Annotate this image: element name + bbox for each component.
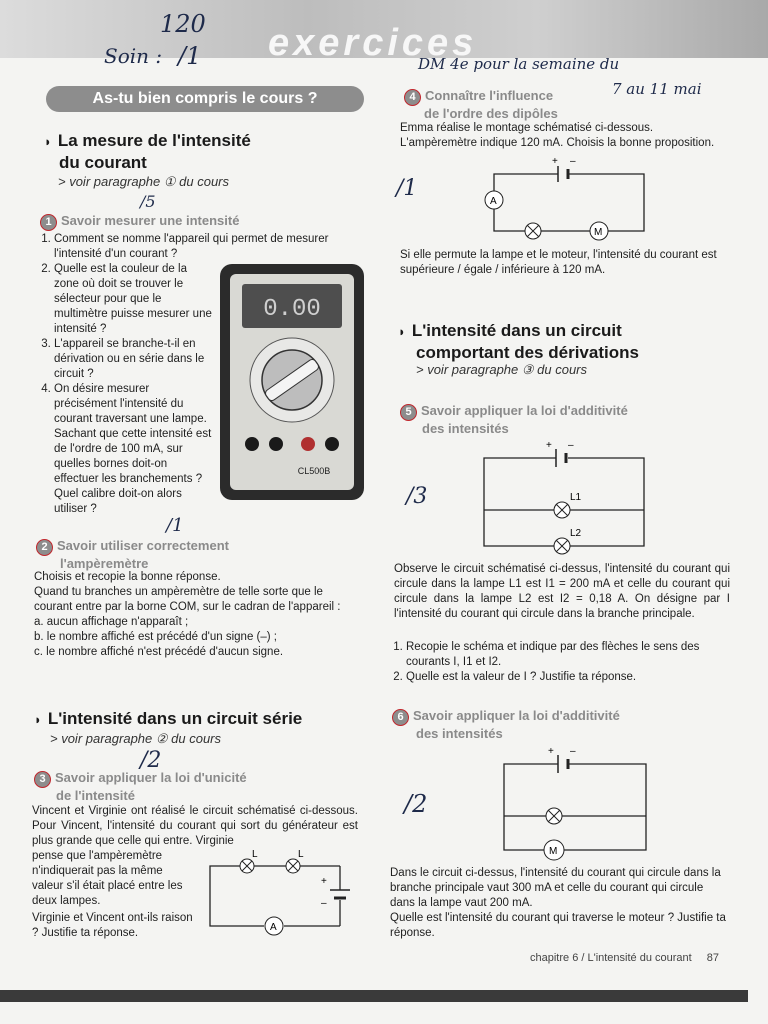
exercise-5-title [400, 403, 628, 436]
handwritten-dm-dates: 7 au 11 mai [612, 80, 702, 98]
exercise-5-circuit [476, 436, 652, 560]
exercise-2-title-line2: l'ampèremètre [60, 556, 149, 571]
exercise-5-text: Observe le circuit schématisé ci-dessus, l'intensité du courant qui circule dans la lampe L1 est I1 = 200 mA et celle du courant qui circule dans la lampe L2 est I2 = 0,18 A. On désigne par I l'intensité du courant qui circule dans la branche principale. [394, 563, 730, 620]
see-paragraph-1: > voir paragraphe ① du cours [58, 174, 229, 189]
section-title-series: ◗ L'intensité dans un circuit série [34, 709, 303, 728]
see-paragraph-3: > voir paragraphe ③ du cours [416, 362, 587, 377]
exercise-5-number: 5 [400, 404, 417, 421]
exercise-6-text: Dans le circuit ci-dessus, l'intensité du courant qui circule dans la branche principale vaut 300 mA et celle du courant qui circule dans la lampe vaut 200 mA. [390, 867, 721, 909]
section-arrow-icon: ◗ [34, 712, 42, 727]
exercise-2-intro2: Quand tu branches un ampèremètre de telle sorte que le courant entre par la borne COM, sur le cadran de l'appareil : [34, 586, 341, 613]
question-5-2: 2. Quelle est la valeur de I ? Justifie ta réponse. [406, 670, 730, 685]
footer-page-number: 87 [706, 952, 720, 964]
exercise-3-title-line2: de l'intensité [56, 788, 135, 803]
battery-plus: + [548, 746, 554, 757]
exercise-4-title-line2: de l'ordre des dipôles [424, 106, 558, 121]
question-1-1: 1. Comment se nomme l'appareil qui permet de mesurer l'intensité d'un courant ? [54, 232, 368, 262]
footer-bar [0, 990, 748, 1002]
handwritten-mark-5: /3 [406, 484, 428, 509]
exercise-1-number: 1 [40, 214, 57, 231]
handwritten-mark-1: /5 [140, 192, 156, 211]
lamp-icon [546, 808, 562, 824]
exercise-5-title-line2: des intensités [422, 421, 509, 436]
lamp-1-label: L [252, 849, 258, 860]
section-pill: As-tu bien compris le cours ? [46, 86, 364, 112]
exercise-4-text: Emma réalise le montage schématisé ci-dessous. L'ampèremètre indique 120 mA. Choisis la bonne proposition. [400, 122, 715, 149]
section-arrow-icon: ◗ [398, 324, 406, 339]
exercise-6-circuit [496, 740, 656, 864]
multimeter-brand: CL500B [297, 466, 331, 476]
exercise-6-number: 6 [392, 709, 409, 726]
exercise-3-title-line1: Savoir appliquer la loi d'unicité [55, 770, 247, 785]
question-1-2: 2. Quelle est la couleur de la zone où doit se trouver le sélecteur pour que le multimètre puisse mesurer une intensité ? [54, 262, 214, 337]
multimeter-display: 0.00 [263, 296, 321, 323]
exercise-4-circuit [474, 154, 654, 246]
lamp-icon [525, 223, 541, 239]
lamp-l1-label: L1 [570, 492, 582, 503]
exercise-6-title [392, 708, 620, 741]
section-arrow-icon: ◗ [44, 134, 52, 149]
exercise-6-question: Quelle est l'intensité du courant qui traverse le moteur ? Justifie ta réponse. [390, 912, 726, 939]
battery-minus: – [568, 440, 574, 451]
handwritten-soin-score: /1 [178, 42, 202, 70]
exercise-2-title-line1: Savoir utiliser correctement [57, 538, 229, 553]
handwritten-soin-label: Soin : [104, 44, 163, 68]
footer-chapter: chapitre 6 / L'intensité du courant [530, 952, 692, 964]
exercise-2-number: 2 [36, 539, 53, 556]
page-footer [530, 952, 719, 964]
exercise-2-option-b: b. le nombre affiché est précédé d'un signe (–) ; [34, 631, 277, 643]
motor-label: M [594, 227, 603, 238]
battery-minus: – [570, 156, 576, 167]
exercise-4-title-line1: Connaître l'influence [425, 88, 554, 103]
handwritten-mark-3: /2 [140, 748, 162, 773]
lamp-2-label: L [298, 849, 304, 860]
exercise-3-text: Vincent et Virginie ont réalisé le circuit schématisé ci-dessous. Pour Vincent, l'intensité du courant qui sort du générateur est plus grande que celle qui entre. Virginie [32, 805, 358, 847]
ammeter-label: A [270, 922, 277, 933]
exercise-2-title [36, 538, 229, 571]
handwritten-mark-2: /1 [166, 515, 184, 536]
section-title-measure: ◗ La mesure de l'intensité du courant [44, 131, 251, 172]
exercise-1-title-text: Savoir mesurer une intensité [61, 213, 240, 228]
battery-minus: – [570, 746, 576, 757]
question-5-1: 1. Recopie le schéma et indique par des flèches le sens des courants I, I1 et I2. [406, 640, 730, 670]
exercise-5-title-line1: Savoir appliquer la loi d'additivité [421, 403, 628, 418]
exercise-2-intro1: Choisis et recopie la bonne réponse. [34, 571, 221, 583]
question-1-4: 4. On désire mesurer précisément l'intensité du courant traversant une lampe. Sachant que cette intensité est de l'ordre de 100 mA, sur quelles bornes doit-on effectuer les branchements ? Quel calibre doit-on alors utiliser ? [54, 382, 214, 517]
exercise-6-title-line2: des intensités [416, 726, 503, 741]
battery-plus: + [552, 156, 558, 167]
exercise-2-option-a: a. aucun affichage n'apparaît ; [34, 616, 189, 628]
lamp-1-icon [240, 859, 254, 873]
exercise-4-title [404, 88, 558, 121]
lamp-l2-icon [554, 538, 570, 554]
multimeter-image [218, 262, 366, 502]
handwritten-score: 120 [160, 10, 206, 38]
lamp-l2-label: L2 [570, 528, 582, 539]
section-title-derivations: ◗ L'intensité dans un circuit comportant des dérivations [398, 321, 639, 362]
ammeter-label: A [490, 196, 497, 207]
exercise-3-question: Virginie et Vincent ont-ils raison ? Justifie ta réponse. [32, 912, 193, 939]
battery-plus: + [321, 876, 327, 887]
exercise-3-number: 3 [34, 771, 51, 788]
exercise-5-questions [392, 640, 730, 685]
battery-minus: – [321, 898, 327, 909]
exercise-4-conclusion: Si elle permute la lampe et le moteur, l'intensité du courant est supérieure / égale / inférieure à 120 mA. [400, 249, 717, 276]
exercise-3-title [34, 770, 247, 803]
exercise-3-text-side: pense que l'ampèremètre n'indiquerait pas la même valeur s'il était placé entre les deux lampes. [32, 850, 183, 907]
see-paragraph-2: > voir paragraphe ② du cours [50, 731, 221, 746]
lamp-2-icon [286, 859, 300, 873]
exercise-6-title-line1: Savoir appliquer la loi d'additivité [413, 708, 620, 723]
handwritten-dm-note: DM 4e pour la semaine du [418, 55, 620, 73]
handwritten-mark-4: /1 [396, 176, 418, 201]
exercise-2-body [34, 570, 364, 660]
exercise-4-number: 4 [404, 89, 421, 106]
battery-plus: + [546, 440, 552, 451]
header-band-title: exercices [268, 22, 478, 64]
exercise-3-circuit [200, 848, 360, 948]
lamp-l1-icon [554, 502, 570, 518]
question-1-3: 3. L'appareil se branche-t-il en dérivation ou en série dans le circuit ? [54, 337, 214, 382]
exercise-1-title [40, 213, 239, 231]
motor-label: M [549, 846, 558, 857]
handwritten-mark-6: /2 [404, 790, 428, 818]
exercise-2-option-c: c. le nombre affiché n'est précédé d'aucun signe. [34, 646, 284, 658]
